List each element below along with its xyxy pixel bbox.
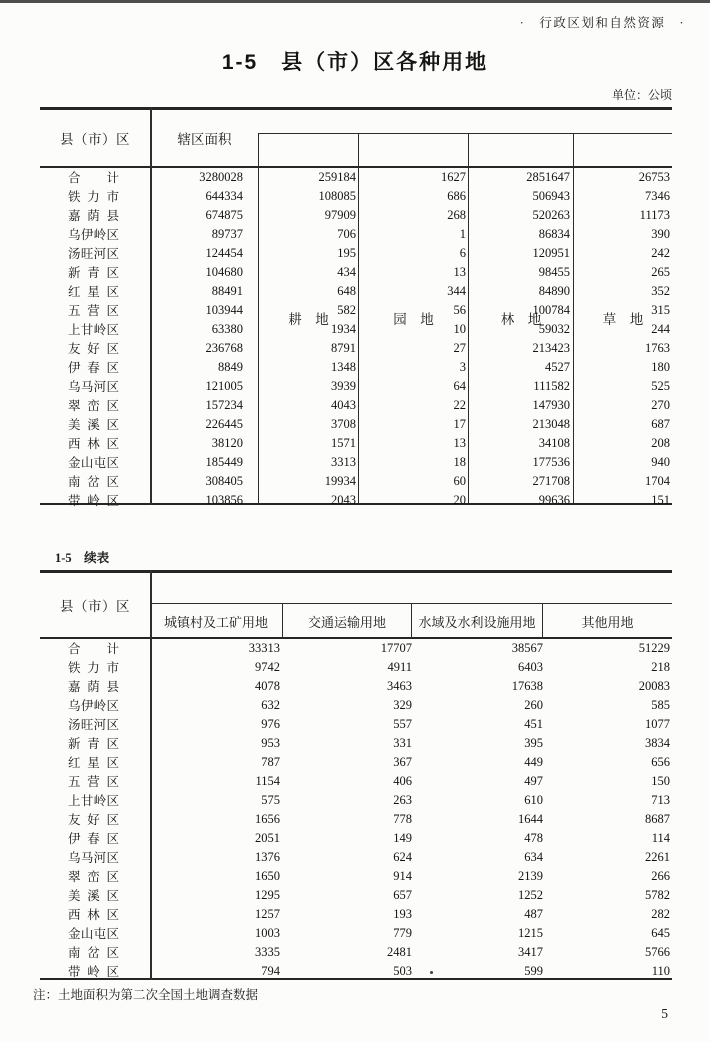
region-name-cell (40, 491, 150, 510)
table2-col-transport: 交通运输用地 (283, 604, 412, 639)
table2-col-water: 水域及水利设施用地 (412, 604, 543, 639)
value-cell: 4911 (387, 660, 412, 674)
value-cell: 218 (651, 660, 670, 674)
value-cell: 213423 (532, 341, 570, 355)
region-name: 新青区 (68, 266, 119, 280)
value-cell: 63380 (211, 322, 243, 336)
value-cell: 779 (393, 926, 412, 940)
table-row (40, 206, 672, 225)
value-cell: 84890 (538, 284, 570, 298)
table1-col-grassland: 草 地 (602, 312, 644, 328)
value-cell: 624 (393, 850, 412, 864)
value-cell: 213048 (532, 417, 570, 431)
table-row (40, 225, 672, 244)
value-cell: 180 (651, 360, 670, 374)
value-cell: 706 (337, 227, 356, 241)
region-name-cell (40, 772, 150, 791)
value-cell: 2261 (645, 850, 670, 864)
running-header: · 行政区划和自然资源 · (519, 16, 685, 30)
table2-subheader-row (150, 603, 672, 639)
value-cell: 177536 (532, 455, 570, 469)
region-name: 汤旺河区 (68, 247, 119, 261)
table-row (40, 924, 672, 943)
value-cell: 497 (524, 774, 543, 788)
value-cell: 520263 (532, 208, 570, 222)
table-row (40, 491, 672, 510)
value-cell: 390 (651, 227, 670, 241)
value-cell: 557 (393, 717, 412, 731)
value-cell: 3 (459, 360, 466, 374)
value-cell: 778 (393, 812, 412, 826)
table-row (40, 301, 672, 320)
value-cell: 7346 (645, 189, 670, 203)
value-cell: 686 (447, 189, 466, 203)
value-cell: 940 (651, 455, 670, 469)
region-name: 伊春区 (68, 832, 119, 846)
value-cell: 329 (393, 698, 412, 712)
value-cell: 976 (261, 717, 280, 731)
value-cell: 315 (651, 303, 670, 317)
value-cell: 1215 (518, 926, 543, 940)
table-row (40, 772, 672, 791)
value-cell: 344 (447, 284, 466, 298)
region-name: 红星区 (68, 285, 119, 299)
value-cell: 282 (651, 907, 670, 921)
value-cell: 2043 (331, 493, 356, 507)
table-row (40, 791, 672, 810)
value-cell: 953 (261, 736, 280, 750)
value-cell: 22 (453, 398, 466, 412)
value-cell: 193 (393, 907, 412, 921)
value-cell: 124454 (205, 246, 243, 260)
value-cell: 582 (337, 303, 356, 317)
region-name: 美溪区 (68, 889, 119, 903)
value-cell: 610 (524, 793, 543, 807)
value-cell: 5782 (645, 888, 670, 902)
value-cell: 108085 (318, 189, 356, 203)
value-cell: 1077 (645, 717, 670, 731)
region-name-cell (40, 415, 150, 434)
value-cell: 1627 (441, 170, 466, 184)
value-cell: 98455 (538, 265, 570, 279)
region-name: 友好区 (68, 342, 119, 356)
value-cell: 260 (524, 698, 543, 712)
table2-col-urban-industrial: 城镇村及工矿用地 (150, 604, 283, 639)
value-cell: 271708 (532, 474, 570, 488)
value-cell: 794 (261, 964, 280, 978)
value-cell: 263 (393, 793, 412, 807)
value-cell: 150 (651, 774, 670, 788)
table1-col-cropland: 耕 地 (259, 134, 359, 503)
value-cell: 268 (447, 208, 466, 222)
value-cell: 634 (524, 850, 543, 864)
table-row (40, 962, 672, 981)
table-row (40, 734, 672, 753)
region-name-cell (40, 848, 150, 867)
value-cell: 434 (337, 265, 356, 279)
region-name-cell (40, 905, 150, 924)
region-name-cell (40, 453, 150, 472)
region-name-cell (40, 658, 150, 677)
value-cell: 2851647 (526, 170, 570, 184)
value-cell: 1650 (255, 869, 280, 883)
value-cell: 6 (459, 246, 466, 260)
region-name: 五营区 (68, 775, 119, 789)
table-row (40, 753, 672, 772)
value-cell: 17 (453, 417, 466, 431)
region-name: 西林区 (68, 908, 119, 922)
value-cell: 151 (651, 493, 670, 507)
region-name-cell (40, 263, 150, 282)
region-name: 友好区 (68, 813, 119, 827)
region-name-cell (40, 301, 150, 320)
table-row (40, 810, 672, 829)
value-cell: 114 (651, 831, 670, 845)
table-row (40, 168, 672, 187)
value-cell: 89737 (211, 227, 243, 241)
scan-artifact-dot (430, 971, 433, 974)
value-cell: 103944 (205, 303, 243, 317)
value-cell: 56 (453, 303, 466, 317)
unit-note: 单位：公顷 (611, 88, 672, 102)
region-name: 带岭区 (68, 965, 119, 979)
table-row (40, 886, 672, 905)
table1-col-garden: 园 地 (359, 134, 469, 503)
table-row (40, 339, 672, 358)
table1-body (40, 168, 672, 508)
table-footnote: 注：土地面积为第二次全国土地调查数据 (33, 988, 259, 1002)
value-cell: 120951 (532, 246, 570, 260)
value-cell: 259184 (318, 170, 356, 184)
value-cell: 86834 (538, 227, 570, 241)
value-cell: 1376 (255, 850, 280, 864)
table-row (40, 696, 672, 715)
region-name-cell (40, 696, 150, 715)
value-cell: 2481 (387, 945, 412, 959)
table-row (40, 320, 672, 339)
value-cell: 687 (651, 417, 670, 431)
value-cell: 38567 (511, 641, 543, 655)
value-cell: 8791 (331, 341, 356, 355)
region-name-cell (40, 377, 150, 396)
table-row (40, 715, 672, 734)
table-row (40, 453, 672, 472)
region-name-cell (40, 320, 150, 339)
table-row (40, 867, 672, 886)
value-cell: 1656 (255, 812, 280, 826)
value-cell: 110 (651, 964, 670, 978)
page-number: 5 (661, 1006, 668, 1021)
table1-area-header: 辖区面积 (177, 131, 232, 147)
region-name: 乌马河区 (68, 851, 119, 865)
region-name-cell (40, 396, 150, 415)
region-name-cell (40, 715, 150, 734)
value-cell: 674875 (205, 208, 243, 222)
table-row (40, 434, 672, 453)
region-name-cell (40, 358, 150, 377)
value-cell: 3939 (331, 379, 356, 393)
region-name: 乌伊岭区 (68, 699, 119, 713)
region-name: 嘉荫县 (68, 209, 119, 223)
value-cell: 195 (337, 246, 356, 260)
table-row (40, 677, 672, 696)
value-cell: 26753 (638, 170, 670, 184)
value-cell: 121005 (205, 379, 243, 393)
value-cell: 20 (453, 493, 466, 507)
value-cell: 13 (453, 436, 466, 450)
region-name-cell (40, 168, 150, 187)
region-name: 合计 (68, 642, 119, 656)
value-cell: 103856 (205, 493, 243, 507)
table-row (40, 244, 672, 263)
table-row (40, 396, 672, 415)
value-cell: 644334 (205, 189, 243, 203)
region-name: 翠峦区 (68, 399, 119, 413)
value-cell: 1704 (645, 474, 670, 488)
region-name: 上甘岭区 (68, 794, 119, 808)
region-name: 美溪区 (68, 418, 119, 432)
region-name-cell (40, 886, 150, 905)
region-name: 翠峦区 (68, 870, 119, 884)
value-cell: 451 (524, 717, 543, 731)
value-cell: 3417 (518, 945, 543, 959)
region-name-cell (40, 962, 150, 981)
value-cell: 104680 (205, 265, 243, 279)
region-name: 乌伊岭区 (68, 228, 119, 242)
value-cell: 244 (651, 322, 670, 336)
value-cell: 88491 (211, 284, 243, 298)
region-name: 新青区 (68, 737, 119, 751)
region-name: 合计 (68, 171, 119, 185)
value-cell: 1571 (331, 436, 356, 450)
region-name: 南岔区 (68, 946, 119, 960)
value-cell: 17638 (511, 679, 543, 693)
value-cell: 487 (524, 907, 543, 921)
value-cell: 111582 (533, 379, 570, 393)
value-cell: 1348 (331, 360, 356, 374)
value-cell: 575 (261, 793, 280, 807)
table1-region-header: 县（市）区 (60, 131, 130, 147)
value-cell: 60 (453, 474, 466, 488)
value-cell: 657 (393, 888, 412, 902)
value-cell: 19934 (324, 474, 356, 488)
value-cell: 97909 (324, 208, 356, 222)
value-cell: 1644 (518, 812, 543, 826)
table-row (40, 377, 672, 396)
table1-col-forest: 林 地 (469, 134, 574, 503)
table-row (40, 263, 672, 282)
table-row (40, 187, 672, 206)
value-cell: 406 (393, 774, 412, 788)
table-row (40, 829, 672, 848)
table2-col-other: 其他用地 (581, 615, 634, 630)
value-cell: 13 (453, 265, 466, 279)
region-name: 南岔区 (68, 475, 119, 489)
region-name-cell (40, 829, 150, 848)
value-cell: 645 (651, 926, 670, 940)
value-cell: 648 (337, 284, 356, 298)
region-name: 西林区 (68, 437, 119, 451)
value-cell: 33313 (248, 641, 280, 655)
table2-body (40, 639, 672, 978)
value-cell: 3708 (331, 417, 356, 431)
value-cell: 270 (651, 398, 670, 412)
region-name: 铁力市 (68, 661, 119, 675)
value-cell: 185449 (205, 455, 243, 469)
region-name-cell (40, 187, 150, 206)
value-cell: 11173 (639, 208, 670, 222)
value-cell: 449 (524, 755, 543, 769)
region-name-cell (40, 225, 150, 244)
region-name-cell (40, 810, 150, 829)
value-cell: 787 (261, 755, 280, 769)
value-cell: 1763 (645, 341, 670, 355)
value-cell: 265 (651, 265, 670, 279)
value-cell: 208 (651, 436, 670, 450)
region-name-cell (40, 206, 150, 225)
region-name-cell (40, 734, 150, 753)
value-cell: 1 (459, 227, 466, 241)
value-cell: 34108 (538, 436, 570, 450)
value-cell: 1003 (255, 926, 280, 940)
region-name: 金山屯区 (68, 456, 119, 470)
table-row (40, 658, 672, 677)
value-cell: 8687 (645, 812, 670, 826)
value-cell: 99636 (538, 493, 570, 507)
table-row (40, 415, 672, 434)
value-cell: 64 (453, 379, 466, 393)
value-cell: 242 (651, 246, 670, 260)
value-cell: 236768 (205, 341, 243, 355)
value-cell: 9742 (255, 660, 280, 674)
value-cell: 266 (651, 869, 670, 883)
value-cell: 10 (453, 322, 466, 336)
value-cell: 506943 (532, 189, 570, 203)
table-row (40, 472, 672, 491)
value-cell: 5766 (645, 945, 670, 959)
value-cell: 525 (651, 379, 670, 393)
region-name-cell (40, 753, 150, 772)
region-name: 五营区 (68, 304, 119, 318)
value-cell: 632 (261, 698, 280, 712)
value-cell: 352 (651, 284, 670, 298)
value-cell: 1257 (255, 907, 280, 921)
value-cell: 395 (524, 736, 543, 750)
region-name-cell (40, 472, 150, 491)
value-cell: 147930 (532, 398, 570, 412)
value-cell: 1295 (255, 888, 280, 902)
region-name-cell (40, 924, 150, 943)
region-name-cell (40, 639, 150, 658)
table-row (40, 943, 672, 962)
value-cell: 149 (393, 831, 412, 845)
value-cell: 367 (393, 755, 412, 769)
land-use-table-2 (40, 570, 672, 980)
region-name: 带岭区 (68, 494, 119, 508)
table-row (40, 848, 672, 867)
value-cell: 59032 (538, 322, 570, 336)
region-name: 上甘岭区 (68, 323, 119, 337)
value-cell: 3313 (331, 455, 356, 469)
page-title: 1-5 县（市）区各种用地 (221, 51, 489, 74)
region-name-cell (40, 791, 150, 810)
region-name-cell (40, 943, 150, 962)
region-name: 乌马河区 (68, 380, 119, 394)
value-cell: 599 (524, 964, 543, 978)
region-name-cell (40, 339, 150, 358)
value-cell: 1252 (518, 888, 543, 902)
value-cell: 18 (453, 455, 466, 469)
value-cell: 51229 (638, 641, 670, 655)
value-cell: 3463 (387, 679, 412, 693)
value-cell: 20083 (638, 679, 670, 693)
value-cell: 4043 (331, 398, 356, 412)
value-cell: 3834 (645, 736, 670, 750)
region-name: 汤旺河区 (68, 718, 119, 732)
value-cell: 157234 (205, 398, 243, 412)
value-cell: 585 (651, 698, 670, 712)
value-cell: 3335 (255, 945, 280, 959)
value-cell: 914 (393, 869, 412, 883)
value-cell: 38120 (211, 436, 243, 450)
value-cell: 27 (453, 341, 466, 355)
region-name-cell (40, 677, 150, 696)
value-cell: 100784 (532, 303, 570, 317)
table-row (40, 358, 672, 377)
table2-region-header: 县（市）区 (60, 598, 130, 614)
region-name: 铁力市 (68, 190, 119, 204)
value-cell: 3280028 (199, 170, 243, 184)
scan-edge-strip (0, 0, 710, 3)
region-name: 伊春区 (68, 361, 119, 375)
value-cell: 713 (651, 793, 670, 807)
land-use-table-1 (40, 107, 672, 508)
value-cell: 503 (393, 964, 412, 978)
value-cell: 478 (524, 831, 543, 845)
table-row (40, 639, 672, 658)
value-cell: 6403 (518, 660, 543, 674)
value-cell: 8849 (218, 360, 243, 374)
value-cell: 1934 (331, 322, 356, 336)
region-name: 红星区 (68, 756, 119, 770)
value-cell: 2139 (518, 869, 543, 883)
value-cell: 656 (651, 755, 670, 769)
table-row (40, 905, 672, 924)
region-name: 嘉荫县 (68, 680, 119, 694)
value-cell: 4078 (255, 679, 280, 693)
value-cell: 17707 (380, 641, 412, 655)
region-name-cell (40, 244, 150, 263)
value-cell: 226445 (205, 417, 243, 431)
value-cell: 4527 (545, 360, 570, 374)
value-cell: 308405 (205, 474, 243, 488)
region-name-cell (40, 282, 150, 301)
continued-table-label: 1-5 续表 (55, 551, 110, 565)
value-cell: 331 (393, 736, 412, 750)
value-cell: 2051 (255, 831, 280, 845)
region-name: 金山屯区 (68, 927, 119, 941)
region-name-cell (40, 434, 150, 453)
value-cell: 1154 (255, 774, 280, 788)
region-name-cell (40, 867, 150, 886)
table-row (40, 282, 672, 301)
